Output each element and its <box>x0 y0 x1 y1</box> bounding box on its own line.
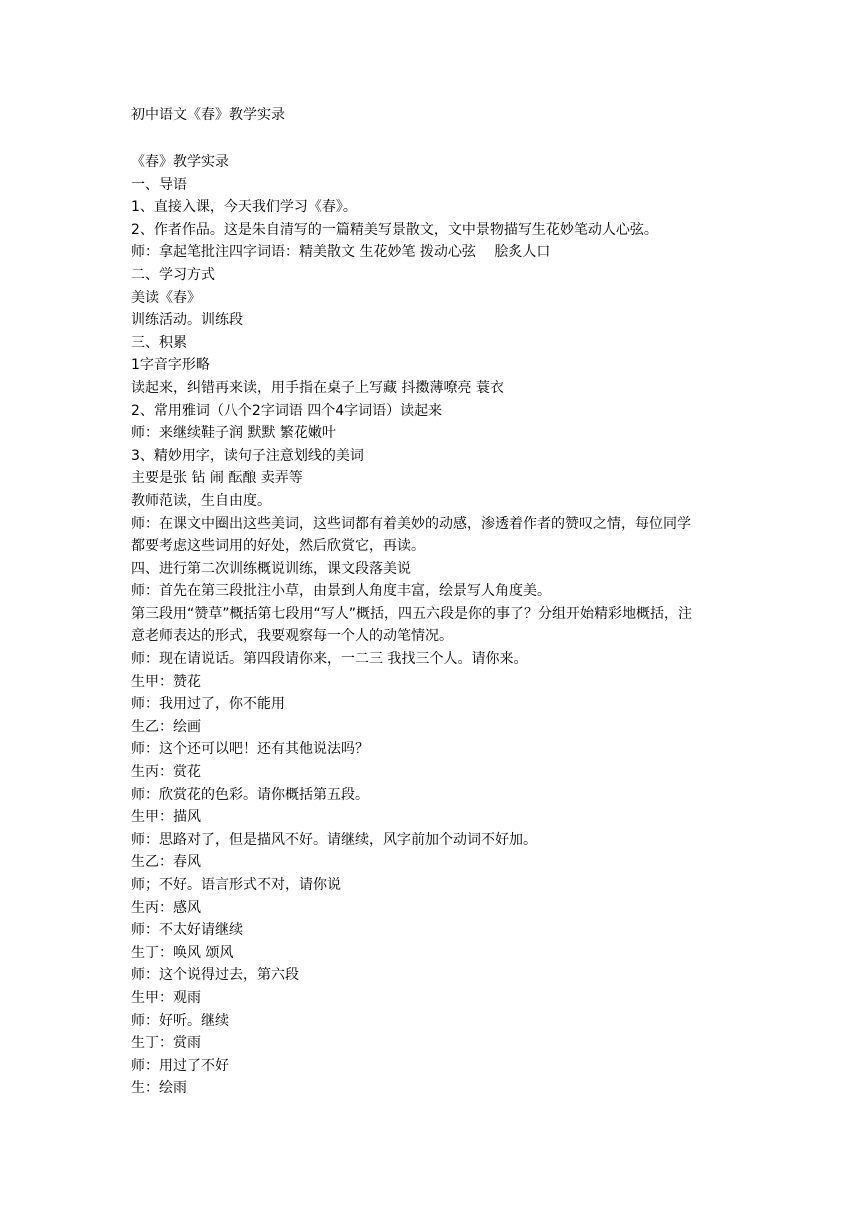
text-line: 四、进行第二次训练概说训练，课文段落美说 <box>131 560 411 577</box>
text-line: 师：欣赏花的色彩。请你概括第五段。 <box>131 786 369 803</box>
text-line: 生丙：赏花 <box>131 764 201 781</box>
text-line: 师：不太好请继续 <box>131 922 243 939</box>
text-line: 师：这个说得过去，第六段 <box>131 967 299 984</box>
text-line: 读起来，纠错再来读，用手指在桌子上写藏 抖擞薄嘹亮 蓑衣 <box>131 379 504 396</box>
text-line: 生甲：赞花 <box>131 673 201 690</box>
text-line: 师：来继续鞋子润 默默 繁花嫩叶 <box>131 425 336 442</box>
text-line: 师：用过了不好 <box>131 1057 229 1074</box>
text-line: 教师范读，生自由度。 <box>131 492 271 509</box>
document-body <box>131 151 736 1100</box>
text-line: 师：在课文中圈出这些美词，这些词都有着美妙的动感，渗透着作者的赞叹之情，每位同学 <box>131 515 691 532</box>
text-line: 美读《春》 <box>131 289 201 306</box>
text-line: 1字音字形略 <box>131 357 210 374</box>
text-line: 师：我用过了，你不能用 <box>131 696 285 713</box>
text-line: 生乙：春风 <box>131 854 201 871</box>
text-line: 第三段用“赞草”概括第七段用“写人”概括，四五六段是你的事了？分组开始精彩地概括，注 <box>131 605 693 622</box>
text-line: 生：绘雨 <box>131 1080 187 1097</box>
text-line: 师：好听。继续 <box>131 1012 229 1029</box>
text-line: 生丙：感风 <box>131 899 201 916</box>
text-line: 一、导语 <box>131 176 187 193</box>
text-line: 主要是张 钻 闹 酝酿 卖弄等 <box>131 470 303 487</box>
text-line: 生甲：描风 <box>131 809 201 826</box>
text-line: 二、学习方式 <box>131 266 215 283</box>
text-line: 三、积累 <box>131 334 187 351</box>
text-line: 2、常用雅词（八个2字词语 四个4字词语）读起来 <box>131 402 443 419</box>
text-line: 生甲：观雨 <box>131 989 201 1006</box>
text-line: 2、作者作品。这是朱自清写的一篇精美写景散文，文中景物描写生花妙笔动人心弦。 <box>131 221 658 238</box>
text-line: 生丁：赏雨 <box>131 1035 201 1052</box>
text-line: 1、直接入课，今天我们学习《春》。 <box>131 199 357 216</box>
text-line: 生乙：绘画 <box>131 718 201 735</box>
text-line: 训练活动。训练段 <box>131 312 243 329</box>
text-line: 师：首先在第三段批注小草，由景到人角度丰富，绘景写人角度美。 <box>131 583 551 600</box>
text-line: 师：拿起笔批注四字词语：精美散文 生花妙笔 拨动心弦 脍炙人口 <box>131 244 551 261</box>
text-line: 《春》教学实录 <box>131 154 229 170</box>
text-line: 师：思路对了，但是描风不好。请继续，风字前加个动词不好加。 <box>131 831 537 848</box>
text-line: 意老师表达的形式，我要观察每一个人的动笔情况。 <box>131 628 453 645</box>
text-line: 师：现在请说话。第四段请你来，一二三 我找三个人。请你来。 <box>131 651 528 668</box>
document-title: 初中语文《春》教学实录 <box>131 107 285 123</box>
text-line: 师：这个还可以吧！还有其他说法吗？ <box>131 741 369 758</box>
text-line: 3、精妙用字，读句子注意划线的美词 <box>131 447 364 464</box>
text-line: 生丁：唤风 颂风 <box>131 944 234 961</box>
text-line: 都要考虑这些词用的好处，然后欣赏它，再读。 <box>131 538 425 555</box>
text-line: 师；不好。语言形式不对，请你说 <box>131 877 341 893</box>
